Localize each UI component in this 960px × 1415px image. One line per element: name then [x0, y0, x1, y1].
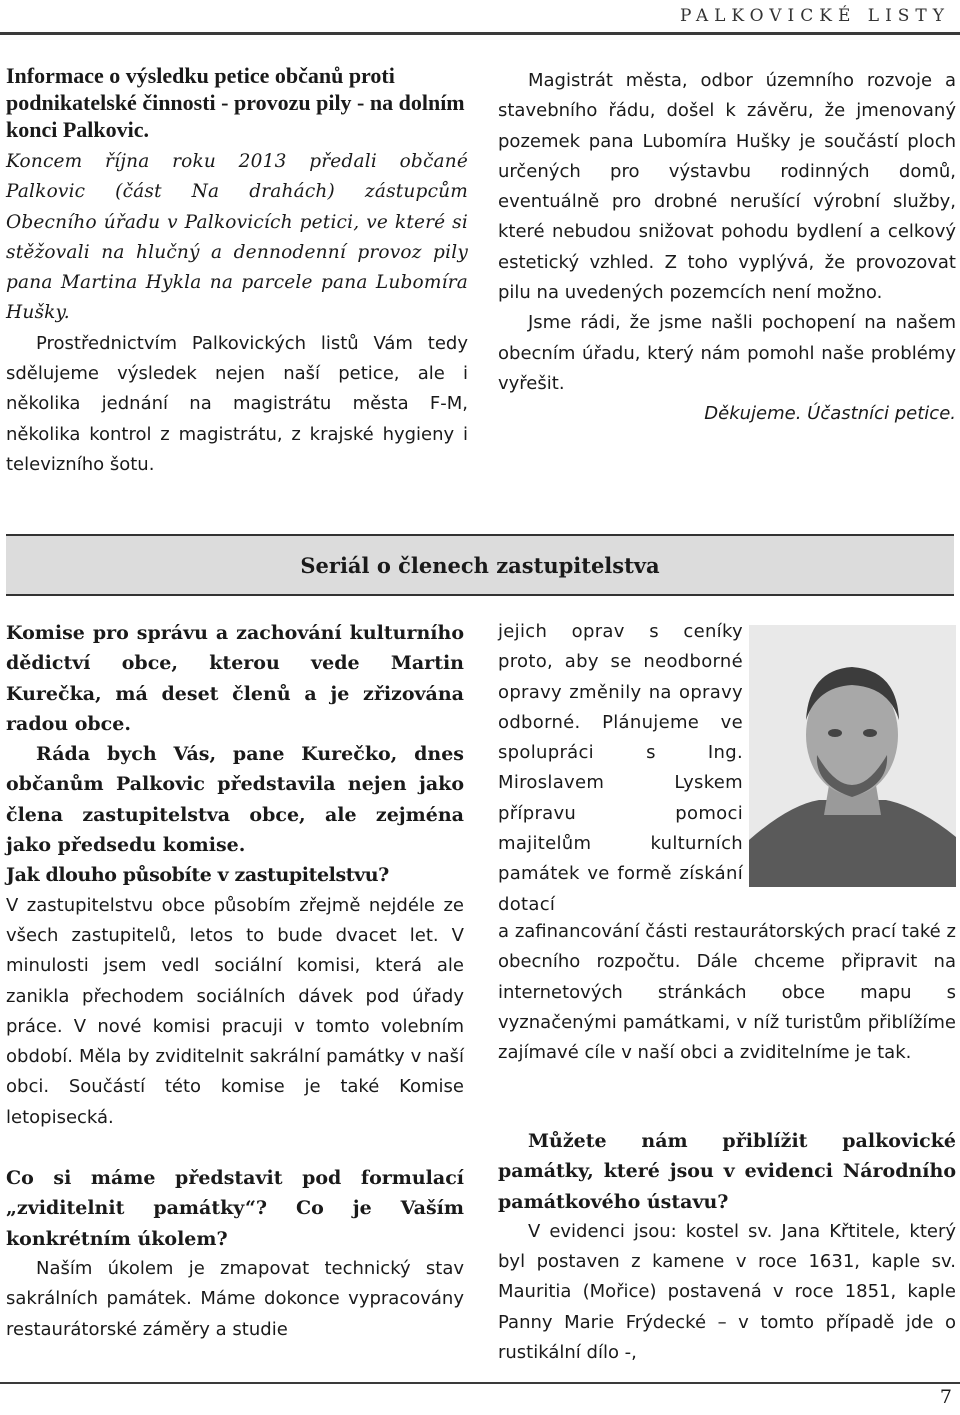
- article2-intro: Komise pro správu a zachování kulturního dědictví obce, kterou vede Martin Kurečka, má deset členů a je zřizována radou obce.: [6, 622, 464, 735]
- question-1: Jak dlouho působíte v zastupitelstvu?: [6, 864, 389, 887]
- section-banner: [6, 534, 954, 596]
- article1-left-column: [6, 62, 468, 480]
- portrait-photo: [749, 625, 956, 887]
- article2-right-column: [498, 917, 956, 1068]
- question-3: Můžete nám přiblížit palkovické památky, které jsou v evidenci Národního památkového ústavu?: [498, 1130, 956, 1213]
- question-2: Co si máme představit pod formulací „zviditelnit památky“? Co je Vaším konkrétním úkolem?: [6, 1167, 464, 1250]
- article2-right-narrow-column: [498, 617, 743, 920]
- article1-paragraph-1: Prostřednictvím Palkovických listů Vám tedy sdělujeme výsledek nejen naší petice, ale i několika jednání na magistrátu města F-M, několika kontrol z magistrátu, z krajské hygieny i televizního šotu.: [6, 332, 468, 475]
- footer-rule: [0, 1382, 960, 1384]
- article2-left-column: [6, 618, 464, 1345]
- answer-2-start: Naším úkolem je zmapovat technický stav sakrálních památek. Máme dokonce vypracovány restaurátorské záměry a studie: [6, 1257, 464, 1340]
- answer-2-end: a zafinancování části restaurátorských prací také z obecního rozpočtu. Dále chceme připravit na internetových stránkách obce mapu s vyznačenými památkami, v níž turistům přiblížíme zajímavé cíle v naší obci a zviditelníme je tak.: [498, 921, 956, 1064]
- section-banner-title: Seriál o členech zastupitelstva: [300, 552, 660, 578]
- header-rule: [0, 32, 960, 35]
- answer-3: V evidenci jsou: kostel sv. Jana Křtitele, který byl postaven z kamene v roce 1631, kaple sv. Mauritia (Mořice) postavená v roce 1851, kaple Panny Marie Frýdecké – v tomto případě jde o rustikální dílo -,: [498, 1220, 956, 1364]
- article1-lead: Koncem října roku 2013 předali občané Palkovic (část Na drahách) zástupcům Obecního úřadu v Palkovicích petici, ve které si stěžovali na hlučný a dennodenní provoz pily pana Martina Hykla na parcele pana Lubomíra Hušky.: [6, 151, 468, 324]
- publication-title: PALKOVICKÉ LISTY: [679, 6, 950, 26]
- page-number: 7: [939, 1386, 952, 1408]
- article1-signature: Děkujeme. Účastníci petice.: [704, 403, 956, 425]
- portrait-icon: [749, 625, 956, 887]
- article2-right-question: [498, 1126, 956, 1368]
- article1-right-column: [498, 66, 956, 430]
- article1-title: Informace o výsledku petice občanů proti podnikatelské činnosti - provozu pily - na dolním konci Palkovic.: [6, 63, 465, 142]
- answer-2-continued: jejich oprav s ceníky proto, aby se neodborné opravy změnily na opravy odborné. Plánujeme ve spolupráci s Ing. Miroslavem Lyskem přípravu pomoci majitelům kulturních památek ve formě získání dotací: [498, 621, 743, 915]
- question-1-preface: Ráda bych Vás, pane Kurečko, dnes občanům Palkovic představila nejen jako člena zastupitelstva obce, ale zejména jako předsedu komise.: [6, 743, 464, 857]
- article1-paragraph-2: Magistrát města, odbor územního rozvoje a stavebního řádu, došel k závěru, že jmenovaný pozemek pana Lubomíra Hušky je součástí ploch určených pro výstavbu rodinných domů, eventuálně pro drobné nerušící výrobní služby, které nebudou snižovat pohodu bydlení a celkový estetický vzhled. Z toho vyplývá, že provozovat pilu na uvedených pozemcích není možno.: [498, 70, 956, 304]
- answer-1: V zastupitelstvu obce působím zřejmě nejdéle ze všech zastupitelů, letos to bude dvacet let. V minulosti jsem vedl sociální komisi, která ale zanikla přechodem sociálních dávek pod úřady práce. V nové komisi pracuji v tomto volebním období. Měla by zviditelnit sakrální památky v naší obci. Součástí této komise je také Komise letopisecká.: [6, 894, 464, 1128]
- article1-paragraph-3: Jsme rádi, že jsme našli pochopení na našem obecním úřadu, který nám pomohl naše problémy vyřešit.: [498, 312, 956, 394]
